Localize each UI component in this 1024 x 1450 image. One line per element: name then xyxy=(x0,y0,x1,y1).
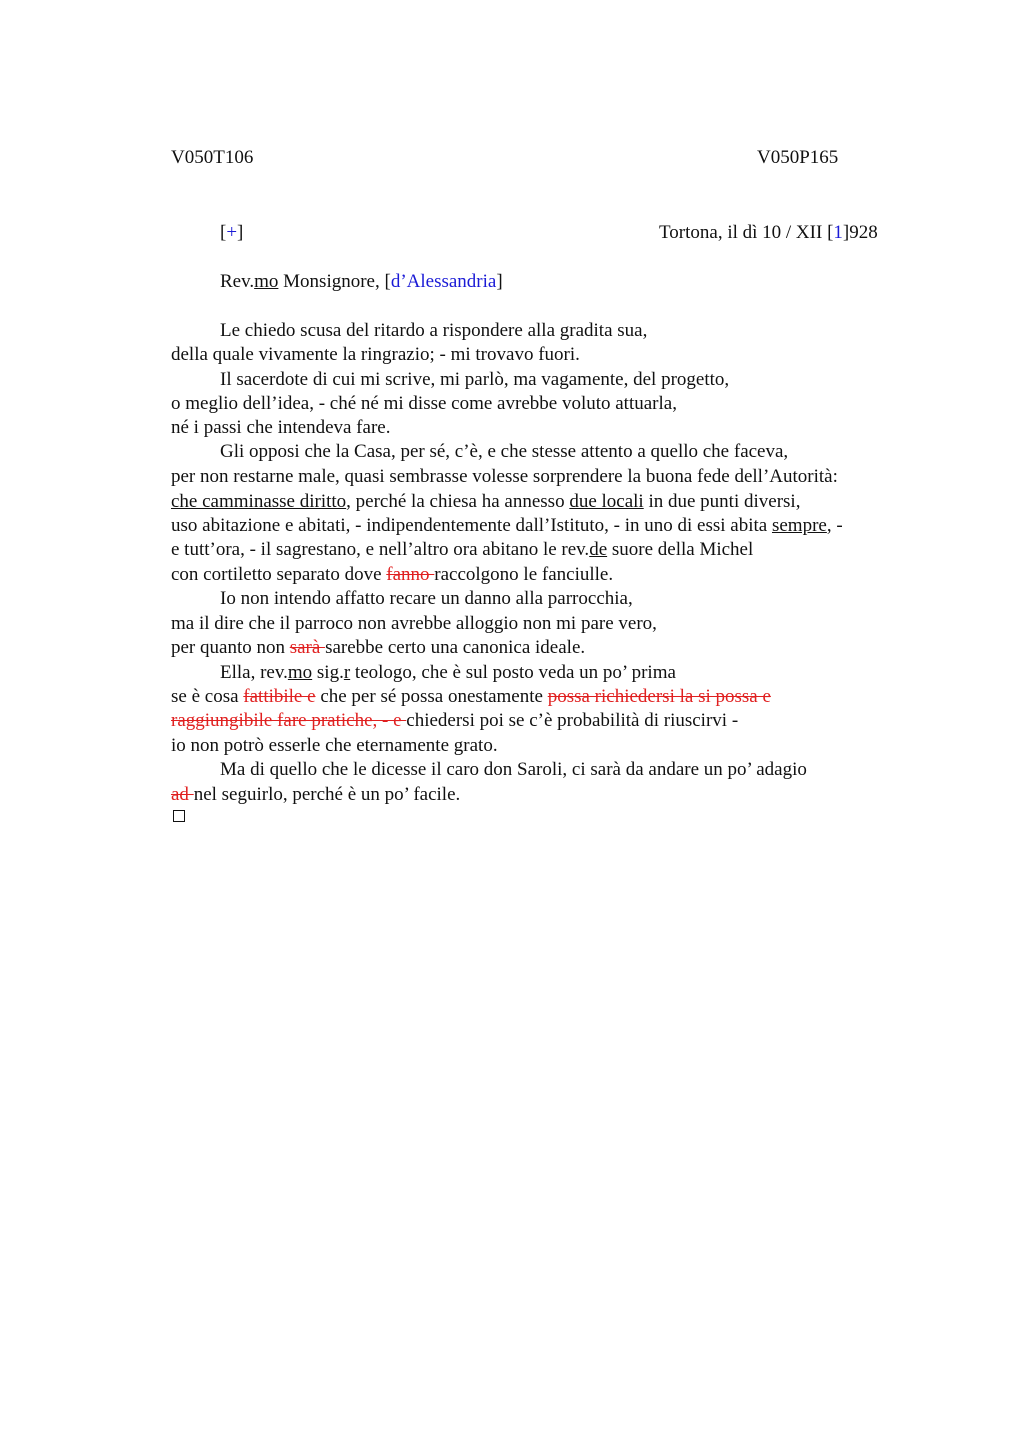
text-line: raggiungibile fare pratiche, - e chiedersi poi se c’è probabilità di riuscirvi - xyxy=(171,710,739,731)
deleted-text: fanno xyxy=(386,564,435,585)
text-line: per quanto non sarà sarebbe certo una canonica ideale. xyxy=(171,637,586,658)
deleted-text: possa richiedersi la si possa e xyxy=(547,686,771,707)
deleted-text: fattibile e xyxy=(243,686,316,707)
addressee: d’Alessandria xyxy=(390,271,497,292)
deleted-text: raggiungibile fare pratiche, - e xyxy=(171,710,407,731)
text-line: uso abitazione e abitati, - indipendentemente dall’Istituto, - in uno di essi abita sempre, - xyxy=(171,515,843,536)
year-insert: 1 xyxy=(833,222,843,243)
text-line: Ma di quello che le dicesse il caro don Saroli, ci sarà da andare un po’ adagio xyxy=(220,759,807,780)
text-line: ma il dire che il parroco non avrebbe alloggio non mi pare vero, xyxy=(171,613,657,634)
text-line: che camminasse diritto, perché la chiesa ha annesso due locali in due punti diversi, xyxy=(171,491,801,512)
place-date: Tortona, il dì 10 / XII [1]928 xyxy=(659,222,878,243)
text-line: ad nel seguirlo, perché è un po’ facile. xyxy=(171,784,461,805)
text-line: né i passi che intendeva fare. xyxy=(171,417,391,438)
end-of-text-box-icon xyxy=(173,810,185,822)
text-line: della quale vivamente la ringrazio; - mi trovavo fuori. xyxy=(171,344,580,365)
text-line: e tutt’ora, - il sagrestano, e nell’altro ora abitano le rev.de suore della Michel xyxy=(171,539,754,560)
text-line: Io non intendo affatto recare un danno alla parrocchia, xyxy=(220,588,633,609)
right-code: V050P165 xyxy=(757,147,839,168)
cross-mark: + xyxy=(226,222,238,243)
text-line: Gli opposi che la Casa, per sé, c’è, e che stesse attento a quello che faceva, xyxy=(220,441,789,462)
deleted-text: ad xyxy=(171,784,194,805)
text-line: o meglio dell’idea, - ché né mi disse come avrebbe voluto attuarla, xyxy=(171,393,677,414)
text-line: Le chiedo scusa del ritardo a rispondere alla gradita sua, xyxy=(220,320,648,341)
left-code: V050T106 xyxy=(171,147,254,168)
text-line: con cortiletto separato dove fanno raccolgono le fanciulle. xyxy=(171,564,614,585)
text-line: Ella, rev.mo sig.r teologo, che è sul posto veda un po’ prima xyxy=(220,662,676,683)
text-line: se è cosa fattibile e che per sé possa onestamente possa richiedersi la si possa e xyxy=(171,686,771,707)
deleted-text: sarà xyxy=(289,637,326,658)
editorial-mark: [+] xyxy=(220,222,244,243)
text-line: Il sacerdote di cui mi scrive, mi parlò, ma vagamente, del progetto, xyxy=(220,369,730,390)
salutation: Rev.mo Monsignore, [d’Alessandria] xyxy=(220,271,503,292)
text-line: io non potrò esserle che eternamente grato. xyxy=(171,735,498,756)
text-line: per non restarne male, quasi sembrasse volesse sorprendere la buona fede dell’Autorità: xyxy=(171,466,838,487)
